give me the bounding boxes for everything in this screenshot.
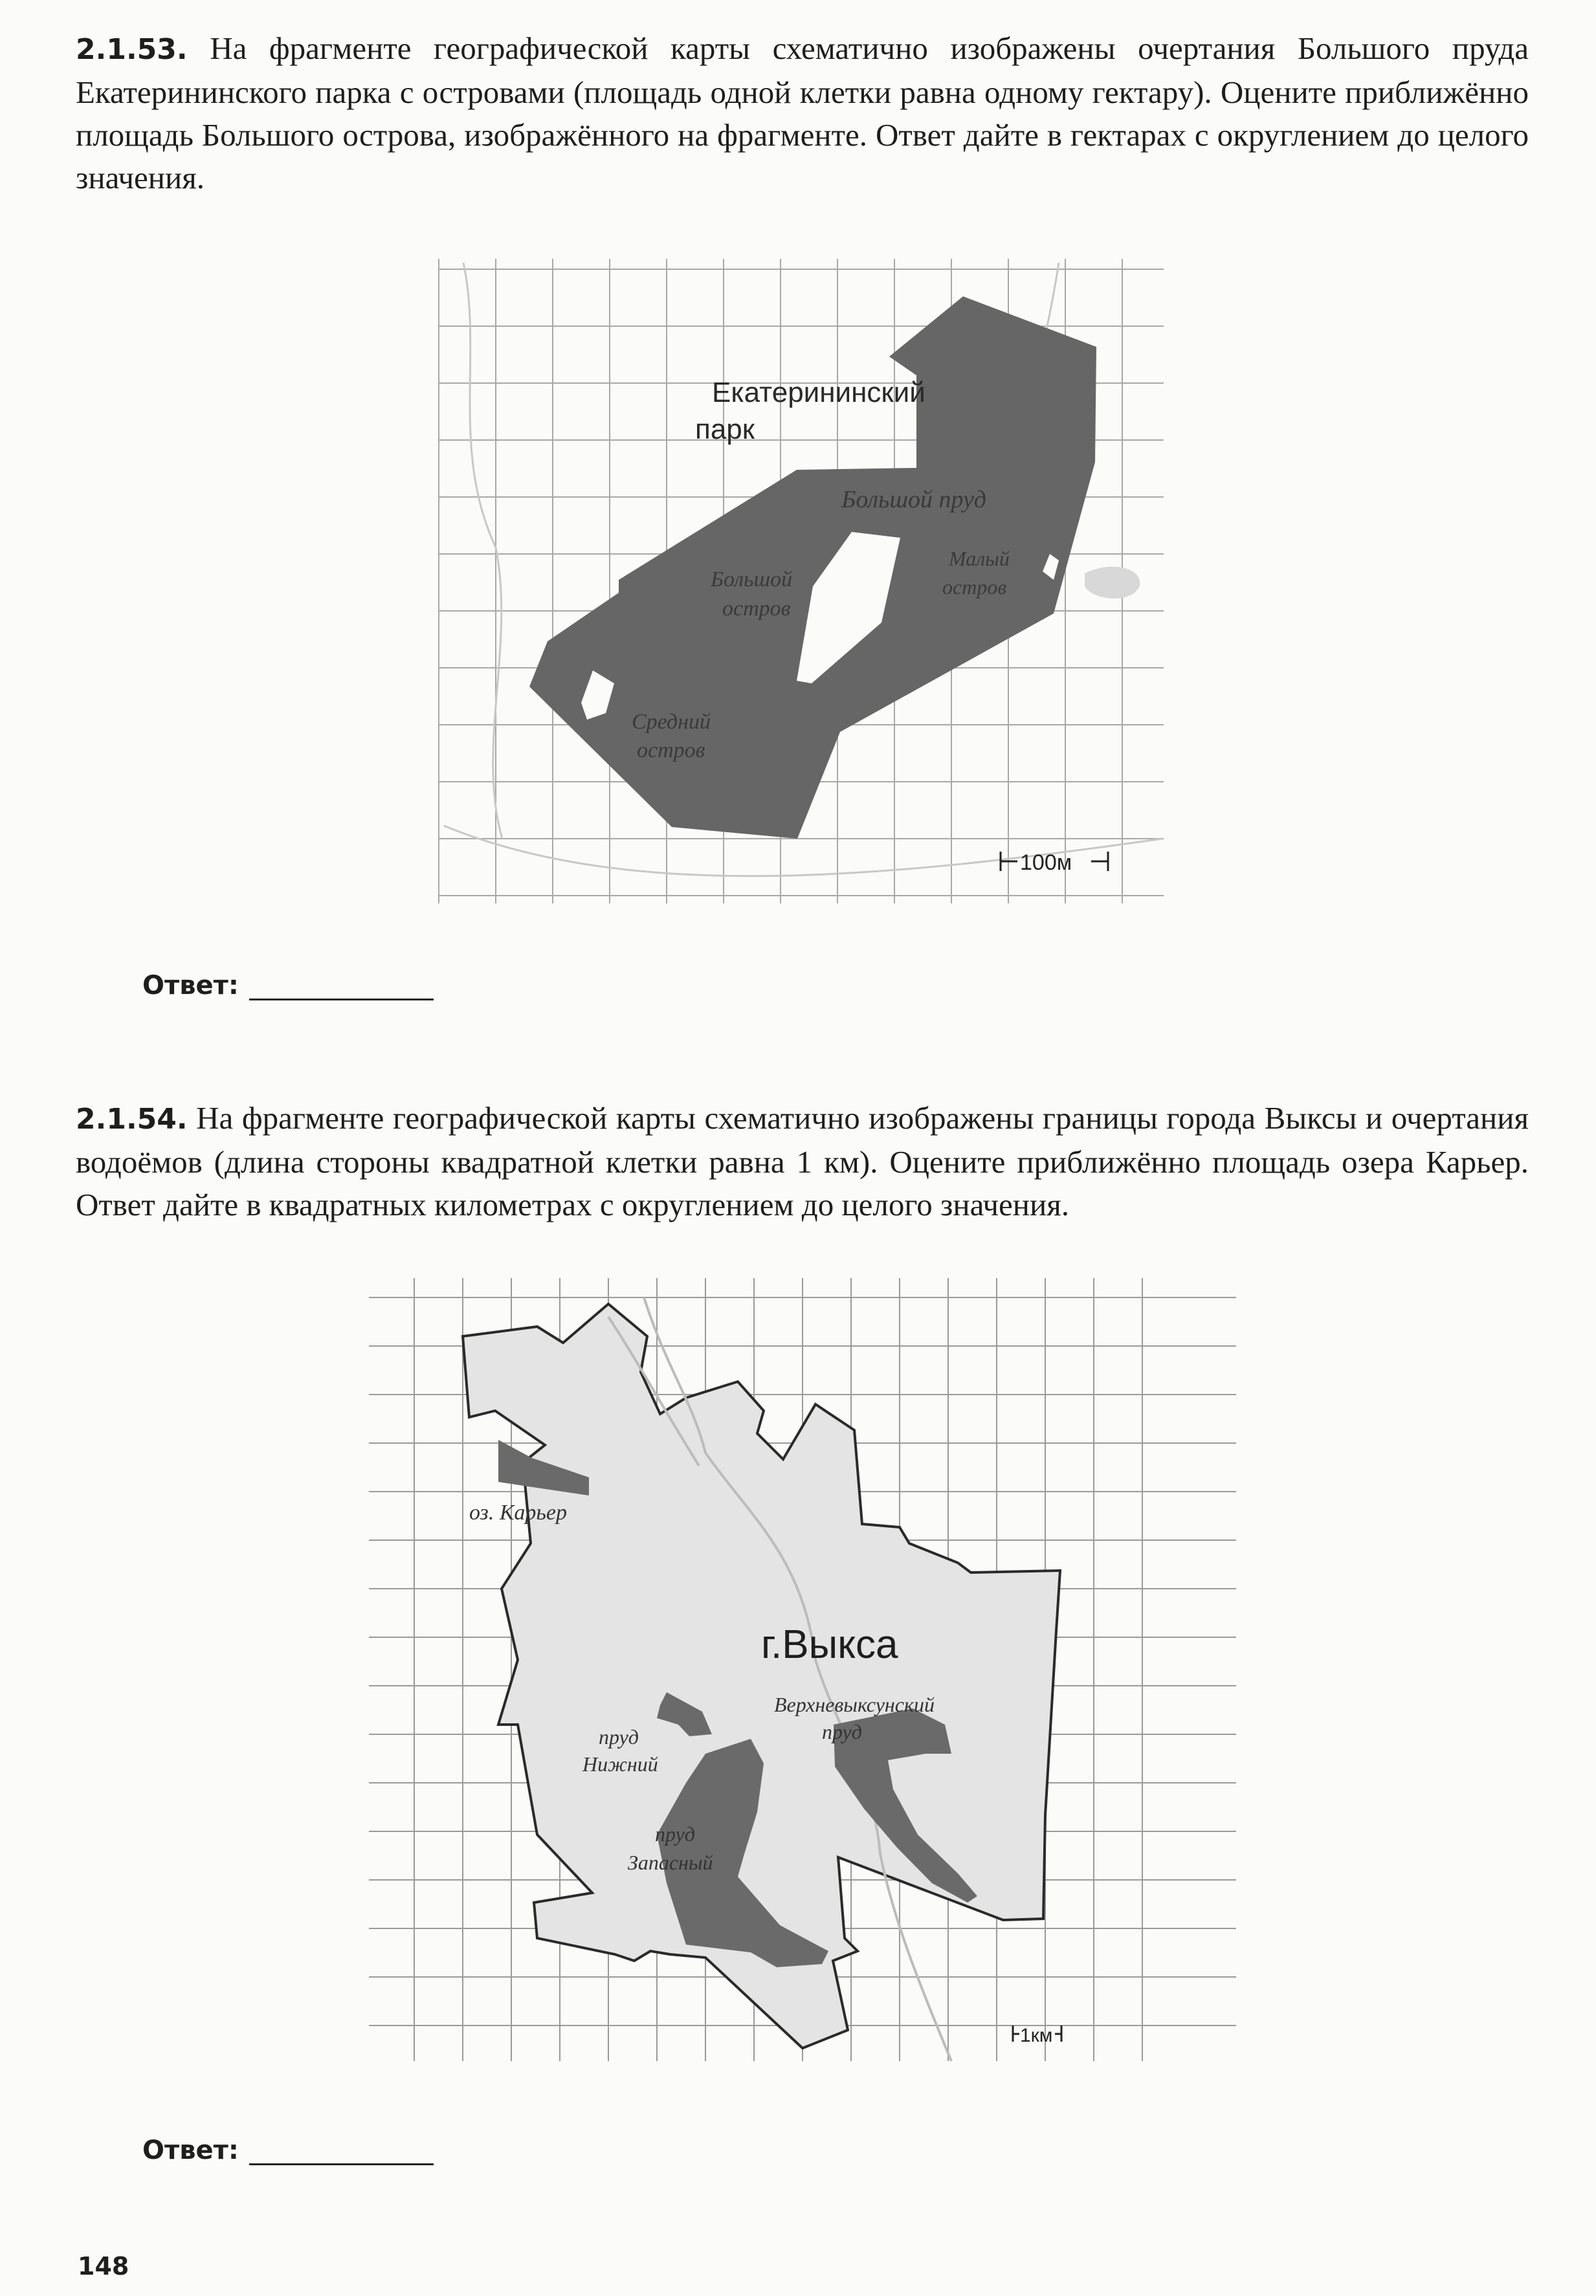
task-text: На фрагменте географической карты схематично изображены очертания Большого пруда Екатерининского парка с островами (площадь одной клетки равна одному гектару). Оцените приближённо площадь Большого острова, изображённого на фрагменте. Ответ дайте в гектарах с округлением до целого значения. (76, 30, 1529, 195)
scale-bar (1001, 850, 1108, 875)
task-2-1-54 (76, 1097, 1529, 1226)
middle-island-label: Средний (632, 710, 711, 734)
small-island-label-2: остров (942, 575, 1007, 599)
scale-label: 100м (1020, 850, 1072, 875)
answer-line[interactable] (249, 2140, 434, 2165)
big-island-label-2: остров (722, 597, 791, 621)
scale-label: 1км (1020, 2025, 1053, 2046)
park-label: Екатерининский (712, 377, 925, 408)
answer-line[interactable] (249, 975, 434, 1000)
lower-pond-label-2: Нижний (582, 1752, 658, 1776)
task-text: На фрагменте географической карты схематично изображены границы города Выксы и очертания водоёмов (длина стороны квадратной клетки равна 1 км). Оцените приближённо площадь озера Карьер. Ответ дайте в квадратных километрах с округлением до целого значения. (76, 1100, 1529, 1222)
big-island-label: Большой (711, 568, 793, 591)
task-number: 2.1.54. (76, 1103, 188, 1136)
middle-island-label-2: остров (637, 738, 705, 762)
task-2-1-53 (76, 27, 1529, 199)
lower-pond-label: пруд (599, 1725, 639, 1749)
city-label: г.Выкса (761, 1622, 898, 1667)
answer-label: Ответ: (142, 971, 239, 1000)
reserve-pond-label-2: Запасный (628, 1851, 713, 1874)
small-island-label: Малый (949, 547, 1010, 570)
task-number: 2.1.53. (76, 33, 188, 66)
answer-field-1[interactable] (142, 971, 434, 1000)
answer-label: Ответ: (142, 2136, 239, 2165)
lake-karier-label: оз. Карьер (469, 1501, 567, 1525)
big-pond-label: Большой пруд (841, 486, 986, 513)
page-number: 148 (78, 2252, 129, 2280)
ekaterininsky-park-map (438, 256, 1169, 910)
scale-bar (1013, 2025, 1061, 2046)
gray-blob (1085, 567, 1140, 599)
answer-field-2[interactable] (142, 2136, 434, 2165)
vyksa-map (362, 1272, 1243, 2068)
upper-pond-label-2: пруд (822, 1720, 862, 1743)
park-label-2: парк (695, 414, 755, 445)
reserve-pond-label: пруд (655, 1822, 695, 1846)
upper-pond-label: Верхневыксунский (774, 1693, 935, 1716)
